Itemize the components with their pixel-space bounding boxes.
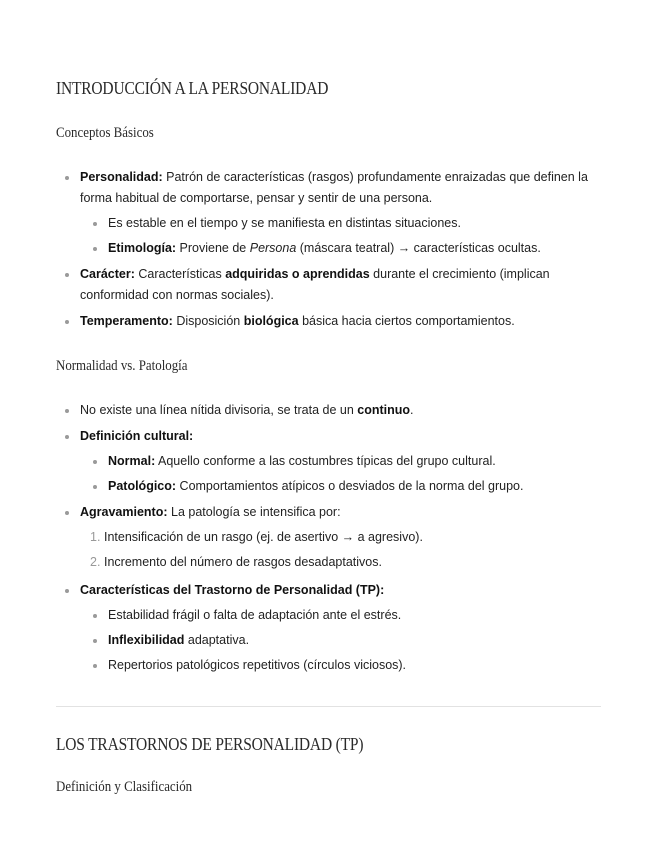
list-item-repertorios [56,655,601,676]
list-item-normal [56,451,601,472]
text-inflexibilidad-post: adaptativa. [184,633,250,647]
list-item-inflexibilidad [56,630,601,651]
list-number: 1. [90,530,101,544]
text-temperamento-post: básica hacia ciertos comportamientos. [298,314,515,328]
list-item-caracter [56,264,601,306]
list-number: 2. [90,555,101,569]
list-item-definicion [56,426,601,447]
bullet-icon [65,409,69,413]
section-title-trastornos: LOS TRASTORNOS DE PERSONALIDAD (TP) [56,734,364,754]
text-ordered-2: Incremento del número de rasgos desadaptativos. [104,555,382,569]
bullet-icon [93,639,97,643]
list-item-temperamento [56,311,601,332]
list-item-etimologia [56,238,601,259]
list-item-caracteristicas-tp [56,580,601,601]
bullet-icon [65,320,69,324]
bullet-icon [65,511,69,515]
text-estabilidad: Estabilidad frágil o falta de adaptación ante el estrés. [108,608,402,622]
section-title-intro: INTRODUCCIÓN A LA PERSONALIDAD [56,78,329,98]
text-temperamento-bold: biológica [243,314,299,328]
term-etimologia: Etimología: [108,241,177,255]
term-normal: Normal: [108,454,156,468]
subsection-title-normalidad: Normalidad vs. Patología [56,358,188,374]
bullet-icon [93,222,97,226]
text-caracter-bold: adquiridas o aprendidas [225,267,370,281]
list-normalidad [56,400,601,676]
subsection-title-conceptos: Conceptos Básicos [56,125,154,141]
text-estable: Es estable en el tiempo y se manifiesta en distintas situaciones. [108,216,461,230]
list-item-continuo [56,400,601,421]
text-ordered-1: Intensificación de un rasgo (ej. de asertivo → a agresivo). [104,530,423,544]
text-etimologia-italic: Persona [249,241,297,255]
term-patologico: Patológico: [108,479,177,493]
text-agravamiento: La patología se intensifica por: [167,505,341,519]
bullet-icon [65,176,69,180]
text-normal: Aquello conforme a las costumbres típicas del grupo cultural. [155,454,496,468]
term-agravamiento: Agravamiento: [80,505,168,519]
text-caracter-post: durante el crecimiento (implican conformidad con normas sociales). [80,267,550,302]
term-caracteristicas-tp: Características del Trastorno de Personalidad (TP): [80,583,385,597]
text-etimologia-pre: Proviene de [176,241,250,255]
term-definicion: Definición cultural: [80,429,194,443]
list-item-patologico [56,476,601,497]
definition-personalidad: Patrón de características (rasgos) profundamente enraizadas que definen la forma habitual de comportarse, pensar y sentir de una persona. [80,170,588,205]
list-conceptos [56,167,601,332]
list-item-personalidad [56,167,601,209]
text-continuo-pre: No existe una línea nítida divisoria, se trata de un [80,403,358,417]
bullet-icon [93,247,97,251]
ordered-item-2 [56,552,601,573]
term-personalidad: Personalidad: [80,170,163,184]
list-item-agravamiento [56,502,601,523]
text-patologico: Comportamientos atípicos o desviados de la norma del grupo. [176,479,524,493]
bullet-icon [93,664,97,668]
text-inflexibilidad-bold: Inflexibilidad [108,633,185,647]
bullet-icon [93,485,97,489]
text-etimologia-post: (máscara teatral) → características ocultas. [296,241,541,255]
text-continuo-bold: continuo [357,403,411,417]
text-repertorios: Repertorios patológicos repetitivos (círculos viciosos). [108,658,407,672]
text-temperamento-pre: Disposición [172,314,244,328]
text-continuo-post: . [410,403,414,417]
term-caracter: Carácter: [80,267,135,281]
bullet-icon [65,435,69,439]
list-item-estabilidad [56,605,601,626]
section-divider [56,706,601,707]
term-temperamento: Temperamento: [80,314,173,328]
bullet-icon [65,589,69,593]
bullet-icon [93,460,97,464]
ordered-item-1 [56,527,601,548]
bullet-icon [93,614,97,618]
bullet-icon [65,273,69,277]
text-caracter-pre: Características [134,267,226,281]
list-item-estable [56,213,601,234]
subsection-title-definicion: Definición y Clasificación [56,779,193,795]
